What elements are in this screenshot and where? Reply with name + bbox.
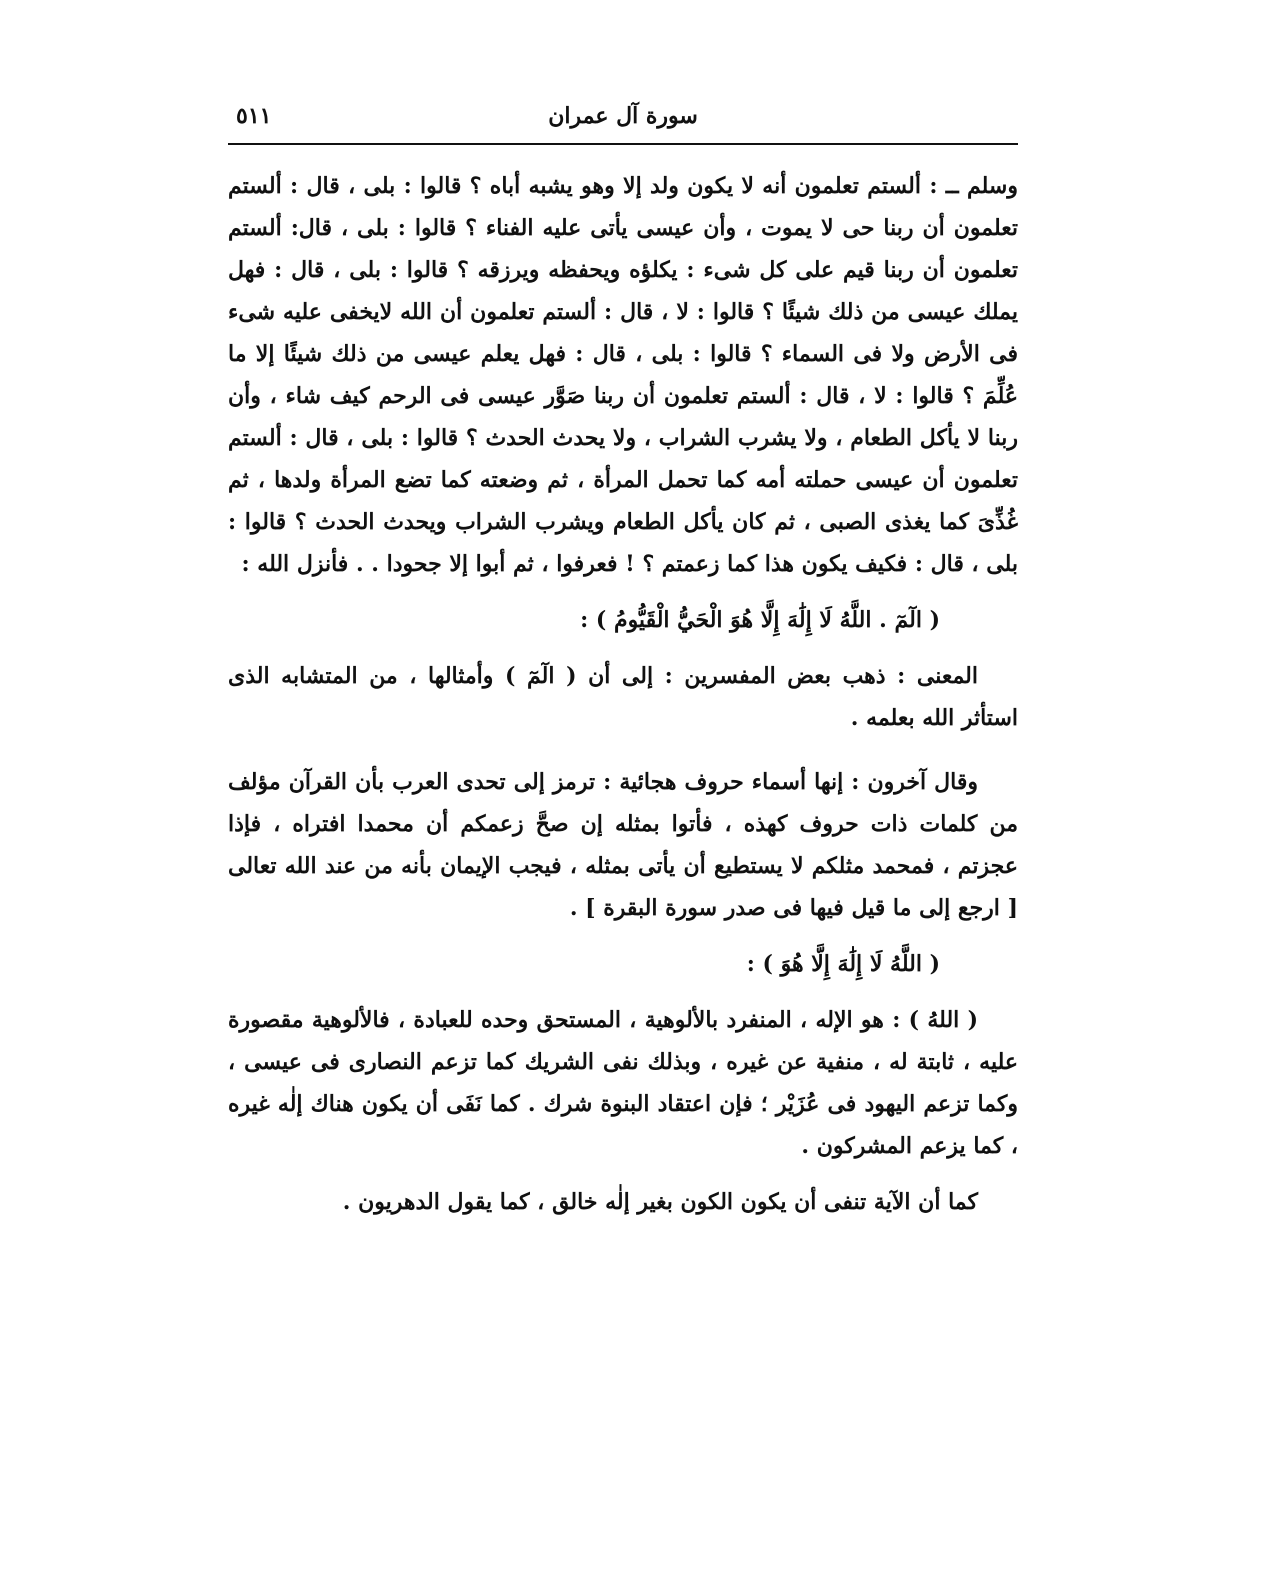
spacer (228, 929, 1018, 943)
paragraph-dialogue: وسلم ــ : ألستم تعلمون أنه لا يكون ولد إلا وهو يشبه أباه ؟ قالوا : بلى ، قال : ألستم تعلمون أن ربنا حى لا يموت ، وأن عيسى يأتى عليه الفناء ؟ قالوا : بلى ، قال: ألستم تعلمون أن ربنا قيم على كل شىء : يكلؤه ويحفظه ويرزقه ؟ قالوا : بلى ، قال : فهل يملك عيسى من ذلك شيئًا ؟ قالوا : لا ، قال : ألستم تعلمون أن الله لايخفى عليه شىء فى الأرض ولا فى السماء ؟ قالوا : بلى ، قال : فهل يعلم عيسى من ذلك شيئًا إلا ما عُلِّمَ ؟ قالوا : لا ، قال : ألستم تعلمون أن ربنا صَوَّر عيسى فى الرحم كيف شاء ، وأن ربنا لا يأكل الطعام ، ولا يشرب الشراب ، ولا يحدث الحدث ؟ قالوا : بلى ، قال : ألستم تعلمون أن عيسى حملته أمه كما تحمل المرأة ، ثم وضعته كما تضع المرأة ولدها ، ثم غُذِّىَ كما يغذى الصبى ، ثم كان يأكل الطعام ويشرب الشراب ويحدث الحدث ؟ قالوا : بلى ، قال : فكيف يكون هذا كما زعمتم ؟ ! فعرفوا ، ثم أبوا إلا جحودا . . فأنزل الله : (228, 173, 1018, 577)
quran-verse-1: ( الٓمٓ . اللَّهُ لَا إِلَٰهَ إِلَّا هُوَ الْحَيُّ الْقَيُّومُ ) : (580, 607, 940, 633)
header-rule (228, 143, 1018, 145)
spacer (228, 1167, 1018, 1181)
page-number: ٥١١ (236, 103, 272, 129)
paragraph-allah: ( اللهُ ) : هو الإله ، المنفرد بالألوهية ، المستحق وحده للعبادة ، فالألوهية مقصورة عليه ، ثابتة له ، منفية عن غيره ، وبذلك نفى الشريك كما تزعم النصارى فى عيسى ، وكما تزعم اليهود فى عُزَيْر ؛ فإن اعتقاد البنوة شرك . كما نَفَى أن يكون هناك إلٰه غيره ، كما يزعم المشركون . (228, 1007, 1018, 1159)
spacer (228, 641, 1018, 655)
paragraph-final: كما أن الآية تنفى أن يكون الكون بغير إلٰه خالق ، كما يقول الدهريون . (342, 1189, 978, 1215)
paragraph-others: وقال آخرون : إنها أسماء حروف هجائية : ترمز إلى تحدى العرب بأن القرآن مؤلف من كلمات ذات حروف كهذه ، فأتوا بمثله إن صحَّ زعمكم أن محمدا افتراه ، فإذا عجزتم ، فمحمد مثلكم لا يستطيع أن يأتى بمثله ، فيجب الإيمان بأنه من عند الله تعالى [ ارجع إلى ما قيل فيها فى صدر سورة البقرة ] . (228, 769, 1018, 921)
page-title: سورة آل عمران (548, 103, 698, 129)
quran-verse-2: ( اللَّهُ لَا إِلَٰهَ إِلَّا هُوَ ) : (746, 951, 940, 977)
spacer (228, 985, 1018, 999)
book-page (228, 95, 1018, 1495)
paragraph-meaning: المعنى : ذهب بعض المفسرين : إلى أن ( الٓمٓ ) وأمثالها ، من المتشابه الذى استأثر الله بعلمه . (228, 663, 1018, 731)
spacer (228, 585, 1018, 599)
body-text (228, 165, 1018, 1223)
running-header (228, 95, 1018, 135)
spacer (228, 739, 1018, 761)
